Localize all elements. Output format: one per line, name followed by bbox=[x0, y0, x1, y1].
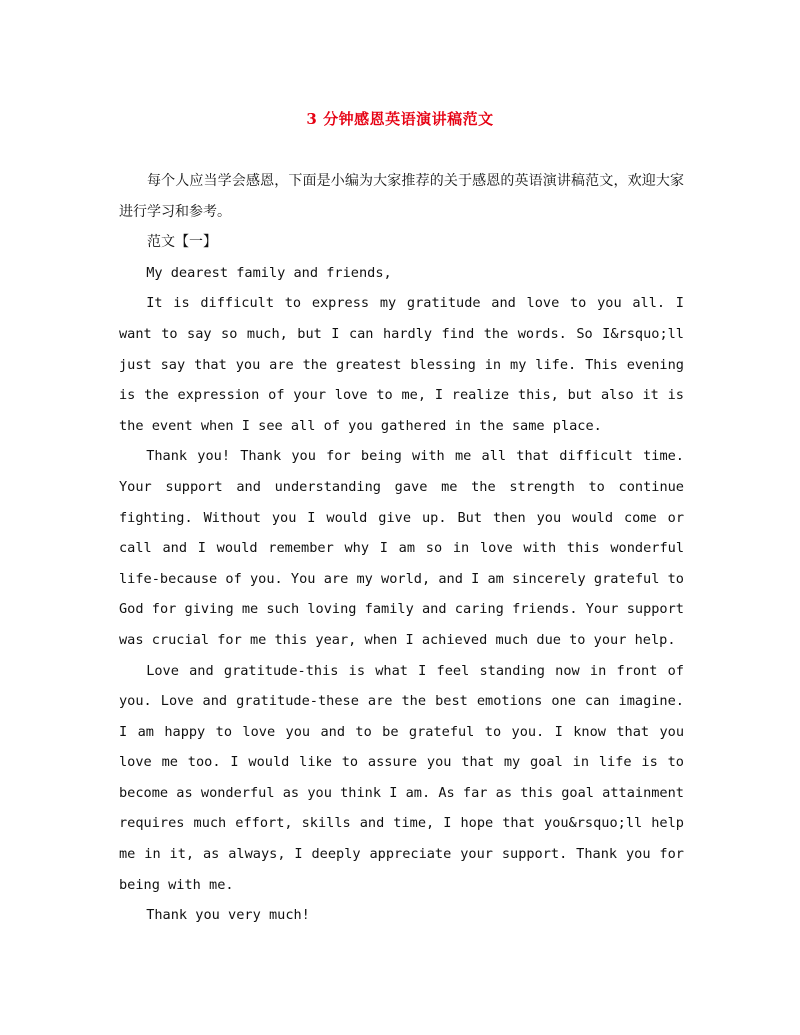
document-body bbox=[119, 166, 684, 931]
intro-paragraph: 每个人应当学会感恩，下面是小编为大家推荐的关于感恩的英语演讲稿范文，欢迎大家进行学习和参考。 bbox=[119, 173, 684, 220]
section-label: 范文【一】 bbox=[147, 234, 217, 251]
body-paragraph-2: Thank you! Thank you for being with me all that difficult time. Your support and understanding gave me the strength to continue fighting. Without you I would give up. But then you would come or call and I would remember why I am so in love with this wonderful life-because of you. You are my world, and I am sincerely grateful to God for giving me such loving family and caring friends. Your support was crucial for me this year, when I achieved much due to your help. bbox=[119, 448, 684, 648]
salutation: My dearest family and friends, bbox=[146, 264, 392, 281]
body-paragraph-3: Love and gratitude-this is what I feel standing now in front of you. Love and gratitude-these are the best emotions one can imagine. I am happy to love you and to be grateful to you. I know that you love me too. I would like to assure you that my goal in life is to become as wonderful as you think I am. As far as this goal attainment requires much effort, skills and time, I hope that you&rsquo;ll help me in it, as always, I deeply appreciate your support. Thank you for being with me. bbox=[119, 662, 684, 893]
closing-line: Thank you very much! bbox=[146, 907, 310, 924]
document-title: 3 分钟感恩英语演讲稿范文 bbox=[306, 110, 494, 128]
body-paragraph-1: It is difficult to express my gratitude and love to you all. I want to say so much, but I can hardly find the words. So I&rsquo;ll just say that you are the greatest blessing in my life. This evening is the expression of your love to me, I realize this, but also it is the event when I see all of you gathered in the same place. bbox=[119, 295, 684, 434]
